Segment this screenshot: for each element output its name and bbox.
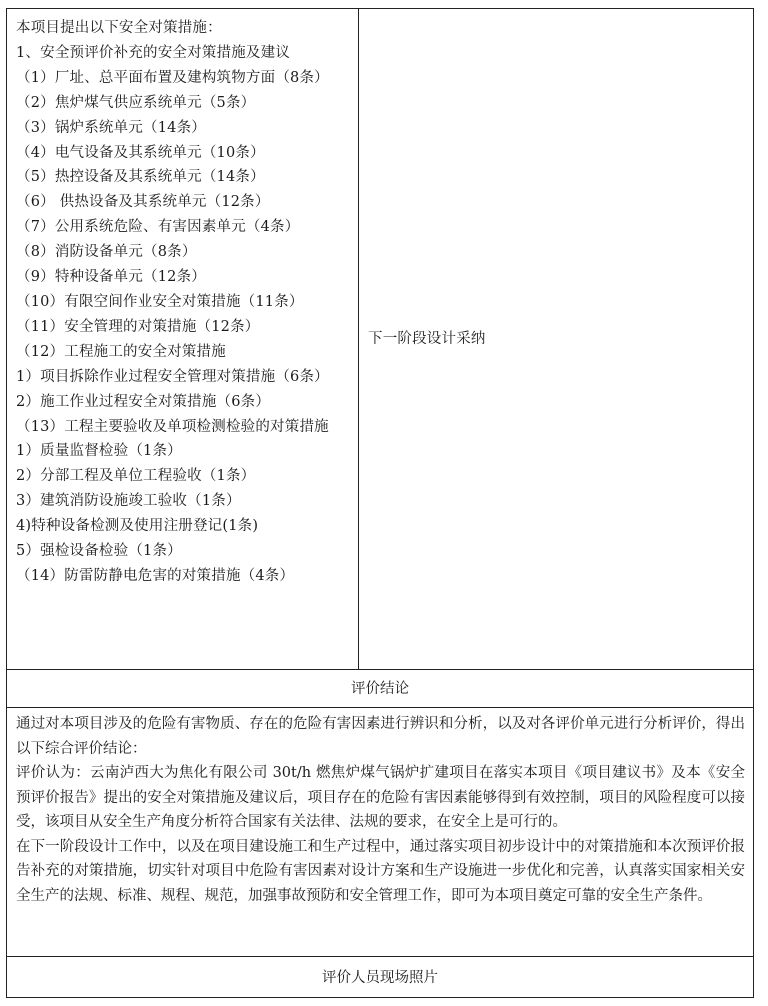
- measure-item: 2）施工作业过程安全对策措施（6条）: [16, 393, 271, 410]
- measure-item: 1）质量监督检验（1条）: [16, 443, 182, 460]
- measure-item: 3）建筑消防设施竣工验收（1条）: [16, 493, 241, 510]
- measure-item: （9）特种设备单元（12条）: [16, 269, 206, 286]
- measure-item: （14）防雷防静电危害的对策措施（4条）: [16, 567, 295, 584]
- measure-item: （7）公用系统危险、有害因素单元（4条）: [16, 219, 300, 236]
- measures-intro: 本项目提出以下安全对策措施：: [16, 20, 222, 36]
- measure-item: 1）项目拆除作业过程安全管理对策措施（6条）: [16, 368, 329, 385]
- photos-heading: 评价人员现场照片: [322, 970, 438, 986]
- measure-item: （11）安全管理的对策措施（12条）: [16, 318, 260, 335]
- measure-item: （13）工程主要验收及单项检测检验的对策措施: [16, 418, 329, 435]
- adoption-cell: [359, 9, 753, 669]
- measure-item: （3）锅炉系统单元（14条）: [16, 119, 206, 136]
- measure-item: （2）焦炉煤气供应系统单元（5条）: [16, 94, 256, 111]
- measure-item: 1、安全预评价补充的安全对策措施及建议: [16, 44, 291, 61]
- evaluation-table: [6, 8, 754, 998]
- measure-item: 5）强检设备检验（1条）: [16, 543, 182, 560]
- measure-item: （6） 供热设备及其系统单元（12条）: [16, 194, 270, 211]
- conclusion-body: [7, 709, 753, 957]
- measure-item: （5）热控设备及其系统单元（14条）: [16, 169, 265, 186]
- measure-item: 2）分部工程及单位工程验收（1条）: [16, 468, 256, 485]
- conclusion-heading: 评价结论: [7, 670, 753, 708]
- measure-item: （12）工程施工的安全对策措施: [16, 343, 226, 360]
- conclusion-paragraph: 评价认为：云南泸西大为焦化有限公司 30t/h 燃焦炉煤气锅炉扩建项目在落实本项目《项目建议书》及本《安全预评价报告》提出的安全对策措施及建议后，项目存在的危险有害因素能够得到有效控制，项目的风险程度可以接受，该项目从安全生产角度分析符合国家有关法律、法规的要求，在安全上是可行的。: [16, 765, 745, 830]
- measure-item: （8）消防设备单元（8条）: [16, 244, 197, 261]
- adoption-text: 下一阶段设计采纳: [368, 330, 486, 347]
- conclusion-paragraph: 通过对本项目涉及的危险有害物质、存在的危险有害因素进行辨识和分析，以及对各评价单元进行分析评价，得出以下综合评价结论：: [16, 716, 745, 757]
- measure-item: （10）有限空间作业安全对策措施（11条）: [16, 293, 304, 310]
- measures-cell: [7, 9, 359, 669]
- measures-row: [7, 9, 753, 670]
- measure-item: （4）电气设备及其系统单元（10条）: [16, 144, 265, 161]
- measure-item: 4)特种设备检测及使用注册登记(1条): [16, 518, 259, 535]
- measure-item: （1）厂址、总平面布置及建构筑物方面（8条）: [16, 69, 329, 86]
- conclusion-paragraph: 在下一阶段设计工作中，以及在项目建设施工和生产过程中，通过落实项目初步设计中的对策措施和本次预评价报告补充的对策措施，切实针对项目中危险有害因素对设计方案和生产设施进一步优化和完善，认真落实国家相关安全生产的法规、标准、规程、规范，加强事故预防和安全管理工作，即可为本项目奠定可靠的安全生产条件。: [16, 838, 745, 904]
